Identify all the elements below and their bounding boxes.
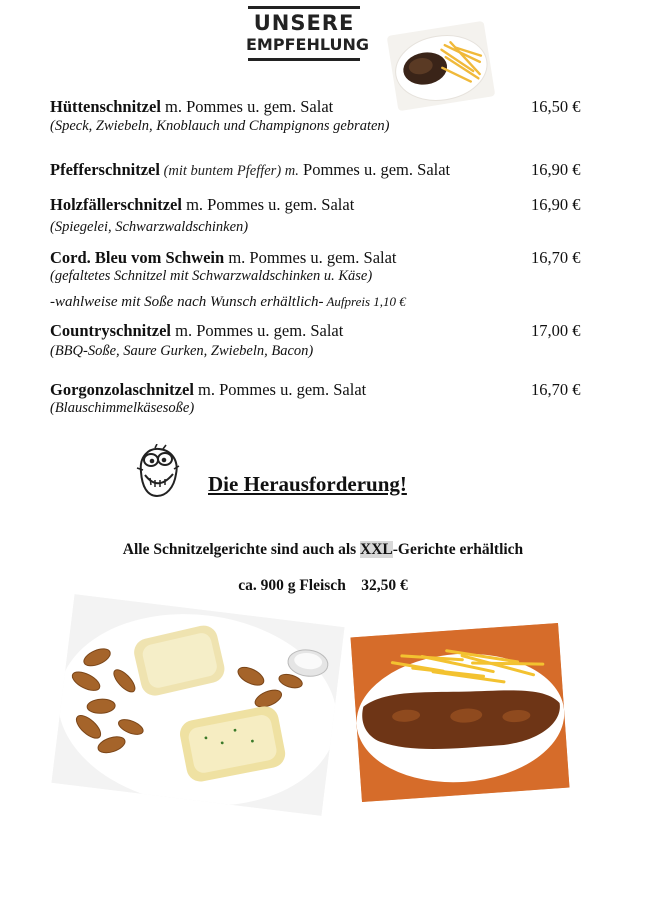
item-name: Holzfällerschnitzel xyxy=(50,195,182,214)
item-detail: Pommes u. gem. Salat xyxy=(298,160,451,179)
item-description: (Speck, Zwiebeln, Knoblauch und Champignons gebraten) xyxy=(50,118,390,134)
menu-item-holzfaellerschnitzel xyxy=(50,195,590,215)
item-description: (gefaltetes Schnitzel mit Schwarzwaldschinken u. Käse) xyxy=(50,268,373,284)
item-name: Gorgonzolaschnitzel xyxy=(50,380,194,399)
item-price: 16,90 € xyxy=(531,160,581,179)
header-line1: UNSERE xyxy=(253,11,355,35)
stamp-top-bar xyxy=(248,6,360,9)
sauce-note xyxy=(50,294,406,311)
xxl-info xyxy=(0,541,646,559)
schnitzel-photo-right xyxy=(350,623,569,802)
item-name: Countryschnitzel xyxy=(50,321,171,340)
plate-with-sauce-illustration xyxy=(350,623,569,802)
menu-item-pfefferschnitzel xyxy=(50,160,590,180)
sauce-note-text: -wahlweise mit Soße nach Wunsch erhältlich- xyxy=(50,294,324,310)
item-name: Pfefferschnitzel xyxy=(50,160,160,179)
item-name: Hüttenschnitzel xyxy=(50,97,161,116)
menu-item-gorgonzolaschnitzel xyxy=(50,380,590,400)
item-price: 17,00 € xyxy=(531,321,581,340)
item-description: (Blauschimmelkäsesoße) xyxy=(50,400,195,416)
xxl-text-after: -Gerichte erhältlich xyxy=(392,541,524,558)
menu-item-huettenschnitzel xyxy=(50,97,590,117)
header-stamp xyxy=(246,6,369,72)
xxl-text-before: Alle Schnitzelgerichte sind auch als xyxy=(122,541,361,558)
xxl-highlight: XXL xyxy=(360,541,393,558)
menu-item-cordon-bleu xyxy=(50,248,590,268)
xxl-meat-price: ca. 900 g Fleisch 32,50 € xyxy=(238,577,408,594)
item-detail: m. Pommes u. gem. Salat xyxy=(193,380,367,399)
item-detail: m. Pommes u. gem. Salat xyxy=(181,195,355,214)
item-detail: m. Pommes u. gem. Salat xyxy=(171,321,344,340)
schnitzel-photo-left xyxy=(51,594,344,816)
item-description: (BBQ-Soße, Saure Gurken, Zwiebeln, Bacon) xyxy=(50,343,314,359)
item-detail: m. Pommes u. gem. Salat xyxy=(160,97,334,116)
challenge-headline: Die Herausforderung! xyxy=(208,472,407,496)
item-price: 16,50 € xyxy=(531,97,581,116)
plate-with-wedges-illustration xyxy=(51,594,344,816)
header-line2: EMPFEHLUNG xyxy=(246,35,369,54)
item-price: 16,70 € xyxy=(531,248,581,267)
item-detail: m. Pommes u. gem. Salat xyxy=(224,248,397,267)
menu-item-countryschnitzel xyxy=(50,321,590,341)
item-description: (Spiegelei, Schwarzwaldschinken) xyxy=(50,219,249,235)
item-price: 16,90 € xyxy=(531,195,581,214)
item-price: 16,70 € xyxy=(531,380,581,399)
stamp-bottom-bar xyxy=(248,58,360,61)
sauce-surcharge: Aufpreis 1,10 € xyxy=(323,294,406,309)
item-name: Cord. Bleu vom Schwein xyxy=(50,248,225,267)
item-subnote: (mit buntem Pfeffer) m. xyxy=(159,163,299,179)
grinning-face-icon xyxy=(133,444,183,500)
